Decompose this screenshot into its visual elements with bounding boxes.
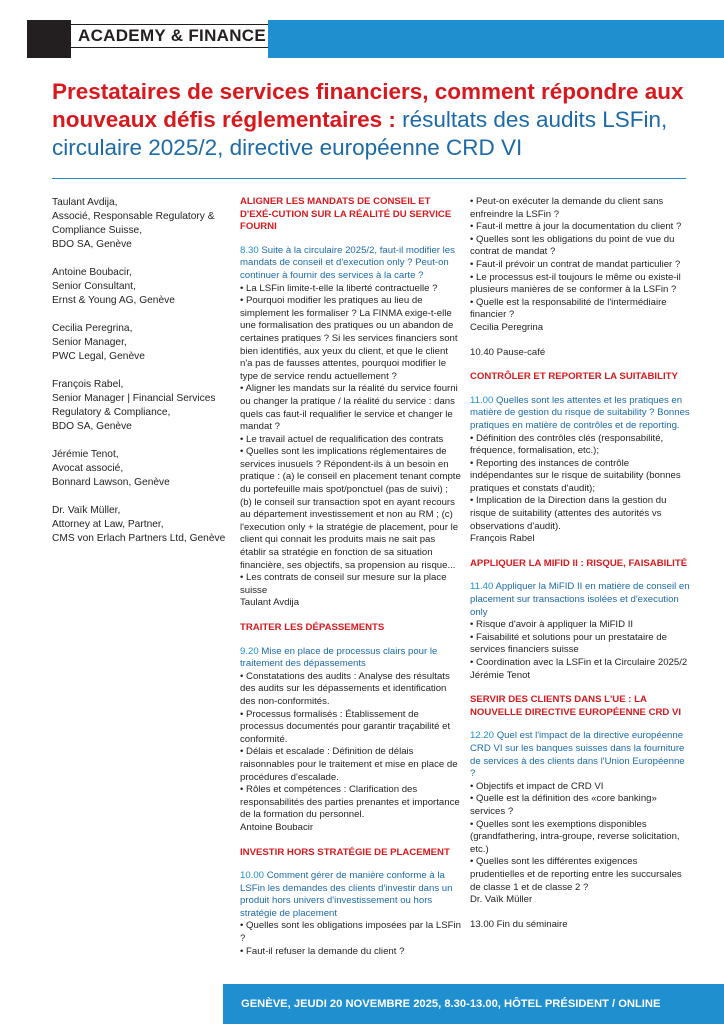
title-bold: Prestataires de services financiers, comment répondre aux nouveaux défis réglementaires : (52, 79, 684, 132)
speaker-line: Ernst & Young AG, Genève (52, 295, 175, 306)
speaker (52, 448, 230, 490)
session-time: 10.00 (240, 870, 265, 882)
speaker-list (52, 196, 230, 560)
session-title-text: Quelles sont les attentes et les pratiques en matière de gestion du risque de suitability ? Bonnes pratiques en matière de contrôles et de reporting. (470, 394, 690, 431)
header-black-block (27, 20, 71, 58)
speaker-name: Dr. Vaïk Müller, (52, 505, 121, 516)
session-title (470, 730, 692, 780)
session-title (240, 870, 462, 920)
bullet-item: • Coordination avec la LSFin et la Circulaire 2025/2 (470, 657, 688, 668)
speaker-line: Senior Consultant, (52, 281, 136, 292)
section-heading: ALIGNER LES MANDATS DE CONSEIL ET D'EXÉ-CUTION SUR LA RÉALITÉ DU SERVICE FOURNI (240, 196, 452, 233)
speaker-line: Senior Manager, (52, 337, 127, 348)
bullet-item: • Définition des contrôles clés (responsabilité, fréquence, formalisation, etc.); (470, 432, 664, 457)
program-column-2 (470, 196, 692, 943)
bullet-item: • Faut-il mettre à jour la documentation du client ? (470, 221, 682, 233)
session-speaker: Jérémie Tenot (470, 669, 531, 681)
speaker-name: Jérémie Tenot, (52, 449, 119, 460)
bullet-item: • Risque d'avoir à appliquer la MiFID II (470, 619, 634, 631)
session-speaker: Antoine Boubacir (240, 821, 314, 833)
session-title-text: Quel est l'impact de la directive européenne CRD VI sur les banques suisses dans la fourniture de services à des clients dans l'Union Européenne ? (470, 730, 685, 780)
session-time: 8.30 (240, 244, 259, 256)
speaker-line: Avocat associé, (52, 463, 124, 474)
session-title-text: Comment gérer de manière conforme à la LSFin les demandes des clients d'investir dans un produit hors univers d'investissement ou hors stratégie de placement (240, 870, 453, 919)
speaker (52, 322, 230, 364)
brand-logo: ACADEMY & FINANCE (71, 24, 275, 48)
bullet-item: • La LSFin limite-t-elle la liberté contractuelle ? (240, 282, 438, 294)
title-rest: résultats des audits LSFin, circulaire 2025/2, directive européenne CRD VI (52, 107, 668, 160)
session-title-text: Appliquer la MiFID II en matière de conseil en placement sur transactions isolées et d'execution only (470, 581, 690, 618)
seminar-end: 13.00 Fin du séminaire (470, 918, 568, 930)
bullet-item: • Le travail actuel de requalification des contrats (240, 433, 444, 445)
speaker (52, 266, 230, 308)
session-speaker: François Rabel (470, 533, 535, 545)
speaker-name: François Rabel, (52, 379, 124, 390)
coffee-break: 10.40 Pause-café (470, 346, 546, 358)
bullet-item: • Faisabilité et solutions pour un prestataire de services financiers suisse (470, 631, 667, 656)
session-speaker: Cecilia Peregrina (470, 321, 544, 333)
bullet-item: • Quelles sont les obligations imposées par la LSFin ? (240, 920, 461, 945)
session-time: 11.40 (470, 581, 494, 593)
page-title (52, 78, 692, 162)
session-title (240, 646, 462, 671)
section-heading: CONTRÔLER ET REPORTER LA SUITABILITY (470, 371, 678, 383)
bullet-item: • Rôles et compétences : Clarification des responsabilités des parties prenantes et importance de la formation du personnel. (240, 784, 460, 821)
bullet-item: • Délais et escalade : Définition de délais raisonnables pour le traitement et mise en place de procédures d'escalade. (240, 746, 458, 783)
speaker-line: Bonnard Lawson, Genève (52, 477, 170, 488)
bullet-item: • Aligner les mandats sur la réalité du service fourni ou changer la pratique / la réalité du service : dans quels cas faut-il requalifier le service et changer le mandat ? (240, 383, 458, 433)
bullet-item: • Implication de la Direction dans la gestion du risque de suitability (attentes des autorités vs observations d'audit). (470, 495, 667, 532)
speaker (52, 504, 230, 546)
speaker-name: Antoine Boubacir, (52, 267, 132, 278)
speaker-line: Senior Manager | Financial Services (52, 393, 216, 404)
section-heading: APPLIQUER LA MIFID II : RISQUE, FAISABILITÉ (470, 557, 688, 569)
bullet-item: • Objectifs et impact de CRD VI (470, 780, 604, 792)
speaker (52, 378, 230, 434)
session-speaker: Taulant Avdija (240, 597, 300, 609)
speaker-line: BDO SA, Genève (52, 421, 132, 432)
bullet-item: • Reporting des instances de contrôle indépendantes sur le risque de suitability (bonnes pratiques et constats d'audit); (470, 457, 681, 494)
session-title (470, 395, 692, 433)
bullet-item: • Constatations des audits : Analyse des résultats des audits sur les dépassements et identification des non-conformités. (240, 670, 450, 707)
bullet-item: • Quelle est la responsabilité de l'intermédiaire financier ? (470, 296, 667, 321)
speaker-name: Cecilia Peregrina, (52, 323, 133, 334)
section-heading: TRAITER LES DÉPASSEMENTS (240, 622, 385, 633)
section-heading: INVESTIR HORS STRATÉGIE DE PLACEMENT (240, 846, 450, 858)
speaker-line: BDO SA, Genève (52, 239, 132, 250)
session-title (470, 581, 692, 619)
bullet-item: • Quelles sont les implications réglementaires de services inusuels ? Répondent-ils à un besoin en pratique : (a) le conseil en placement tenant compte du portefeuille mais spot/ponctuel (pas de suivi) ; (b) le conseil sur transaction spot en ayant recours au département investissement et non au RM ; (c) l'execution only + la stratégie de placement, pour le client qui connait les produits mais ne sait pas établir sa stratégie en fonction de sa situation financière, ses objectifs, sa propension au risque... (240, 446, 461, 571)
session-title-text: Suite à la circulaire 2025/2, faut-il modifier les mandats de conseil et d'execution only ? Peut-on continuer à fournir des services à la carte ? (240, 244, 455, 281)
speaker-line: Associé, Responsable Regulatory & (52, 211, 215, 222)
bullet-item: • Quelles sont les différentes exigences prudentielles et de reporting entre les succursales de classe 1 et de classe 2 ? (470, 856, 682, 893)
session-speaker: Dr. Vaïk Müller (470, 894, 533, 906)
bullet-item: • Peut-on exécuter la demande du client sans enfreindre la LSFin ? (470, 196, 664, 220)
bullet-item: • Quelles sont les exemptions disponibles (grandfathering, intra-groupe, reverse solicitation, etc.) (470, 818, 680, 855)
header-bar (0, 20, 724, 58)
session-title (240, 245, 462, 283)
speaker-line: Compliance Suisse, (52, 225, 143, 236)
title-divider (52, 178, 686, 179)
bullet-item: • Le processus est-il toujours le même ou existe-il plusieurs manières de se conformer à la LSFin ? (470, 271, 681, 296)
speaker-line: Regulatory & Compliance, (52, 407, 171, 418)
bullet-item: • Faut-il prévoir un contrat de mandat particulier ? (470, 258, 681, 270)
speaker-line: CMS von Erlach Partners Ltd, Genève (52, 533, 226, 544)
bullet-item: • Quelle est la définition des «core banking» services ? (470, 793, 657, 817)
bullet-item: • Faut-il refuser la demande du client ? (240, 945, 405, 957)
bullet-item: • Pourquoi modifier les pratiques au lieu de simplement les formaliser ? La FINMA exige-t-elle une formalisation des pratiques ou un abandon de certaines pratiques ? Si les services financiers sont bien identifiés, aux yeux du client, et que le client n'a pas de fausses attentes, pourquoi modifier le type de service rendu actuellement ? (240, 295, 458, 382)
session-time: 12.20 (470, 730, 495, 742)
section-heading: SERVIR DES CLIENTS DANS L'UE : LA NOUVELLE DIRECTIVE EUROPÉENNE CRD VI (470, 694, 682, 718)
program-column-1 (240, 196, 462, 958)
header-blue-block (268, 20, 724, 58)
speaker-line: PWC Legal, Genève (52, 351, 145, 362)
speaker (52, 196, 230, 252)
event-info-banner: GENÈVE, JEUDI 20 NOVEMBRE 2025, 8.30-13.00, HÔTEL PRÉSIDENT / ONLINE (223, 984, 724, 1024)
bullet-item: • Processus formalisés : Établissement de processus documentés pour garantir traçabilité et conformité. (240, 708, 451, 745)
speaker-name: Taulant Avdija, (52, 197, 118, 208)
bullet-item: • Les contrats de conseil sur mesure sur la place suisse (240, 572, 447, 596)
session-time: 11.00 (470, 394, 494, 406)
bullet-item: • Quelles sont les obligations du point de vue du contrat de mandat ? (470, 233, 675, 258)
speaker-line: Attorney at Law, Partner, (52, 519, 164, 530)
session-title-text: Mise en place de processus clairs pour le traitement des dépassements (240, 645, 438, 670)
session-time: 9.20 (240, 645, 259, 657)
